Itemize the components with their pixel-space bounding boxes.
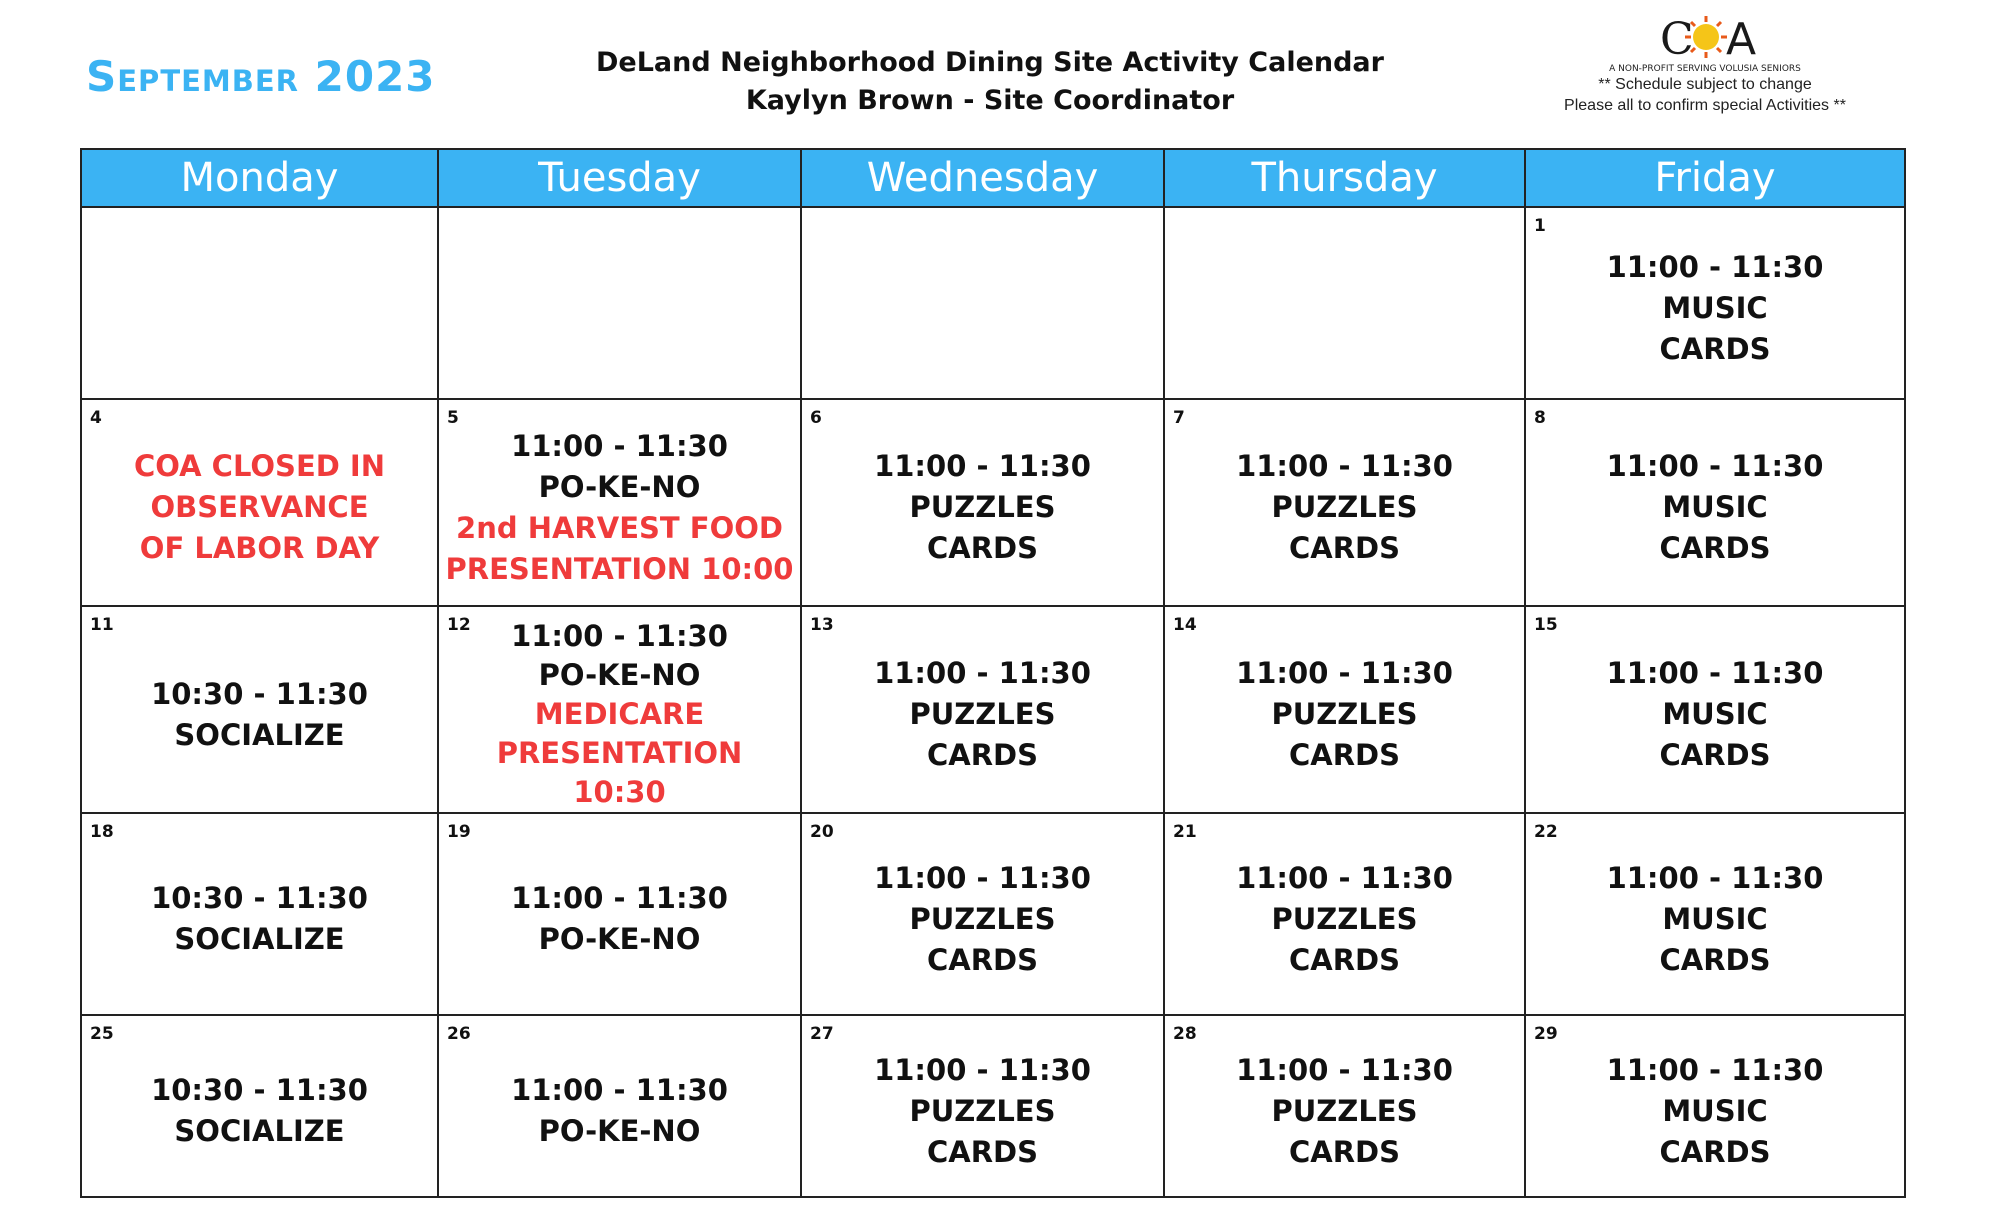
activity-line: CARDS xyxy=(926,738,1038,772)
activity-list xyxy=(802,1016,1163,1196)
week-row xyxy=(81,606,1905,813)
activity-line: 11:00 - 11:30 xyxy=(1236,860,1453,895)
day-cell xyxy=(1525,606,1905,813)
alert-line: OBSERVANCE xyxy=(150,490,369,524)
activity-list xyxy=(82,1016,437,1196)
activity-line: CARDS xyxy=(1659,331,1771,366)
activity-line: 11:00 - 11:30 xyxy=(1606,449,1824,483)
logo-letter-a: A xyxy=(1726,14,1757,64)
activity-list xyxy=(1165,1016,1524,1196)
activity-line: 11:00 - 11:30 xyxy=(511,619,728,653)
activity-line: CARDS xyxy=(1288,531,1400,565)
day-number: 15 xyxy=(1534,615,1558,635)
activity-list xyxy=(439,208,800,398)
activity-line: CARDS xyxy=(1659,531,1771,565)
activity-list xyxy=(1526,814,1904,1014)
activity-list xyxy=(802,607,1163,812)
activity-line: 10:30 - 11:30 xyxy=(151,676,368,711)
activity-line: MUSIC xyxy=(1662,1093,1768,1128)
weekday-monday: Monday xyxy=(81,149,438,207)
activity-line: CARDS xyxy=(1659,738,1771,772)
coa-logo-mark xyxy=(1620,12,1790,64)
activity-line: 11:00 - 11:30 xyxy=(1606,860,1824,895)
day-number: 5 xyxy=(447,408,459,428)
activity-line: PUZZLES xyxy=(909,697,1056,731)
schedule-note-2: Please all to confirm special Activities ** xyxy=(1564,97,1846,114)
day-cell xyxy=(1164,1015,1525,1197)
week-row xyxy=(81,399,1905,606)
activity-line: MUSIC xyxy=(1662,697,1768,731)
week-row xyxy=(81,813,1905,1015)
day-number: 6 xyxy=(810,408,822,428)
activity-list xyxy=(82,208,437,398)
activity-line: 11:00 - 11:30 xyxy=(1606,656,1824,690)
day-cell xyxy=(801,399,1164,606)
activity-line: CARDS xyxy=(1659,1134,1771,1169)
alert-line: PRESENTATION 10:00 xyxy=(445,551,794,586)
day-number: 28 xyxy=(1173,1024,1197,1044)
activity-line: 11:00 - 11:30 xyxy=(1236,449,1453,483)
weekday-friday: Friday xyxy=(1525,149,1905,207)
calendar-title: DeLand Neighborhood Dining Site Activity Calendar xyxy=(596,47,1384,78)
activity-line: 11:00 - 11:30 xyxy=(874,860,1091,895)
activity-list xyxy=(1526,208,1904,398)
alert-line: 10:30 xyxy=(573,775,666,809)
alert-line: 2nd HARVEST FOOD xyxy=(456,510,783,545)
activity-line: PUZZLES xyxy=(1271,490,1418,524)
activity-line: PO-KE-NO xyxy=(538,658,701,692)
activity-list xyxy=(439,400,800,605)
day-number: 21 xyxy=(1173,822,1197,842)
day-cell xyxy=(1525,813,1905,1015)
week-row xyxy=(81,1015,1905,1197)
activity-line: 11:00 - 11:30 xyxy=(874,656,1091,690)
day-cell xyxy=(1525,207,1905,399)
activity-line: PO-KE-NO xyxy=(538,1114,701,1148)
activity-line: SOCIALIZE xyxy=(174,922,345,956)
alert-line: COA CLOSED IN xyxy=(133,449,385,483)
day-number: 8 xyxy=(1534,408,1546,428)
activity-line: 11:00 - 11:30 xyxy=(511,428,728,463)
activity-list xyxy=(802,208,1163,398)
alert-line: OF LABOR DAY xyxy=(139,531,380,565)
activity-line: 11:00 - 11:30 xyxy=(1606,1052,1824,1087)
day-cell xyxy=(1164,606,1525,813)
activity-line: 11:00 - 11:30 xyxy=(1236,1052,1453,1087)
activity-list xyxy=(1165,814,1524,1014)
activity-list xyxy=(1526,607,1904,812)
day-cell xyxy=(801,207,1164,399)
month-title: September 2023 xyxy=(86,52,436,101)
day-number: 1 xyxy=(1534,216,1546,236)
activity-list xyxy=(82,400,437,605)
day-cell xyxy=(1164,813,1525,1015)
day-cell xyxy=(1525,1015,1905,1197)
day-number: 7 xyxy=(1173,408,1185,428)
activity-line: CARDS xyxy=(1659,942,1771,977)
day-cell xyxy=(801,1015,1164,1197)
week-row xyxy=(81,207,1905,399)
weekday-header-row xyxy=(81,149,1905,207)
day-number: 18 xyxy=(90,822,114,842)
activity-list xyxy=(1526,400,1904,605)
activity-list xyxy=(82,607,437,812)
day-cell xyxy=(81,1015,438,1197)
alert-line: MEDICARE xyxy=(534,697,705,731)
day-cell xyxy=(81,813,438,1015)
day-number: 26 xyxy=(447,1024,471,1044)
day-cell xyxy=(438,399,801,606)
day-cell xyxy=(438,207,801,399)
day-number: 27 xyxy=(810,1024,834,1044)
day-cell xyxy=(438,606,801,813)
day-cell xyxy=(81,399,438,606)
day-cell xyxy=(81,207,438,399)
day-cell xyxy=(438,813,801,1015)
calendar-heading xyxy=(560,44,1420,120)
activity-line: CARDS xyxy=(926,942,1038,977)
activity-line: MUSIC xyxy=(1662,490,1768,524)
weekday-tuesday: Tuesday xyxy=(438,149,801,207)
day-number: 14 xyxy=(1173,615,1197,635)
activity-line: CARDS xyxy=(926,531,1038,565)
day-cell xyxy=(438,1015,801,1197)
activity-line: SOCIALIZE xyxy=(174,1114,345,1148)
activity-line: CARDS xyxy=(1288,738,1400,772)
day-number: 4 xyxy=(90,408,102,428)
day-cell xyxy=(1164,399,1525,606)
activity-line: 11:00 - 11:30 xyxy=(874,1052,1091,1087)
day-cell xyxy=(801,606,1164,813)
activity-line: MUSIC xyxy=(1662,290,1768,325)
activity-list xyxy=(802,814,1163,1014)
activity-line: 10:30 - 11:30 xyxy=(151,881,368,915)
activity-line: PO-KE-NO xyxy=(538,922,701,956)
activity-list xyxy=(1165,400,1524,605)
activity-line: 11:00 - 11:30 xyxy=(874,449,1091,483)
activity-line: CARDS xyxy=(1288,942,1400,977)
logo-letter-c: C xyxy=(1660,14,1694,64)
activity-list xyxy=(439,607,800,812)
activity-list xyxy=(1165,208,1524,398)
day-number: 22 xyxy=(1534,822,1558,842)
day-number: 20 xyxy=(810,822,834,842)
activity-list xyxy=(802,400,1163,605)
logo-tagline: A NON-PROFIT SERVING VOLUSIA SENIORS xyxy=(1609,64,1801,74)
activity-line: 10:30 - 11:30 xyxy=(151,1073,368,1107)
activity-line: CARDS xyxy=(1288,1134,1400,1169)
day-cell xyxy=(1164,207,1525,399)
activity-line: 11:00 - 11:30 xyxy=(1236,656,1453,690)
activity-line: 11:00 - 11:30 xyxy=(511,1073,728,1107)
activity-line: PUZZLES xyxy=(1271,1093,1418,1128)
activity-list xyxy=(1165,607,1524,812)
activity-line: PUZZLES xyxy=(909,1093,1056,1128)
day-number: 19 xyxy=(447,822,471,842)
day-number: 12 xyxy=(447,615,471,635)
activity-line: PUZZLES xyxy=(1271,901,1418,936)
activity-list xyxy=(439,814,800,1014)
activity-calendar xyxy=(80,148,1906,1198)
day-cell xyxy=(81,606,438,813)
activity-list xyxy=(1526,1016,1904,1196)
weekday-wednesday: Wednesday xyxy=(801,149,1164,207)
schedule-note-1: ** Schedule subject to change xyxy=(1598,76,1812,93)
activity-list xyxy=(82,814,437,1014)
weekday-thursday: Thursday xyxy=(1164,149,1525,207)
day-number: 13 xyxy=(810,615,834,635)
activity-line: SOCIALIZE xyxy=(174,717,345,752)
activity-line: 11:00 - 11:30 xyxy=(1606,249,1824,284)
coa-logo xyxy=(1540,12,1870,116)
activity-line: CARDS xyxy=(926,1134,1038,1169)
day-number: 11 xyxy=(90,615,114,635)
day-cell xyxy=(801,813,1164,1015)
day-cell xyxy=(1525,399,1905,606)
day-number: 29 xyxy=(1534,1024,1558,1044)
activity-list xyxy=(439,1016,800,1196)
alert-line: PRESENTATION xyxy=(496,736,743,770)
coordinator-line: Kaylyn Brown - Site Coordinator xyxy=(745,85,1235,116)
activity-line: PUZZLES xyxy=(909,490,1056,524)
activity-line: 11:00 - 11:30 xyxy=(511,881,728,915)
activity-line: PO-KE-NO xyxy=(538,469,701,504)
activity-line: MUSIC xyxy=(1662,901,1768,936)
day-number: 25 xyxy=(90,1024,114,1044)
activity-line: PUZZLES xyxy=(1271,697,1418,731)
activity-line: PUZZLES xyxy=(909,901,1056,936)
